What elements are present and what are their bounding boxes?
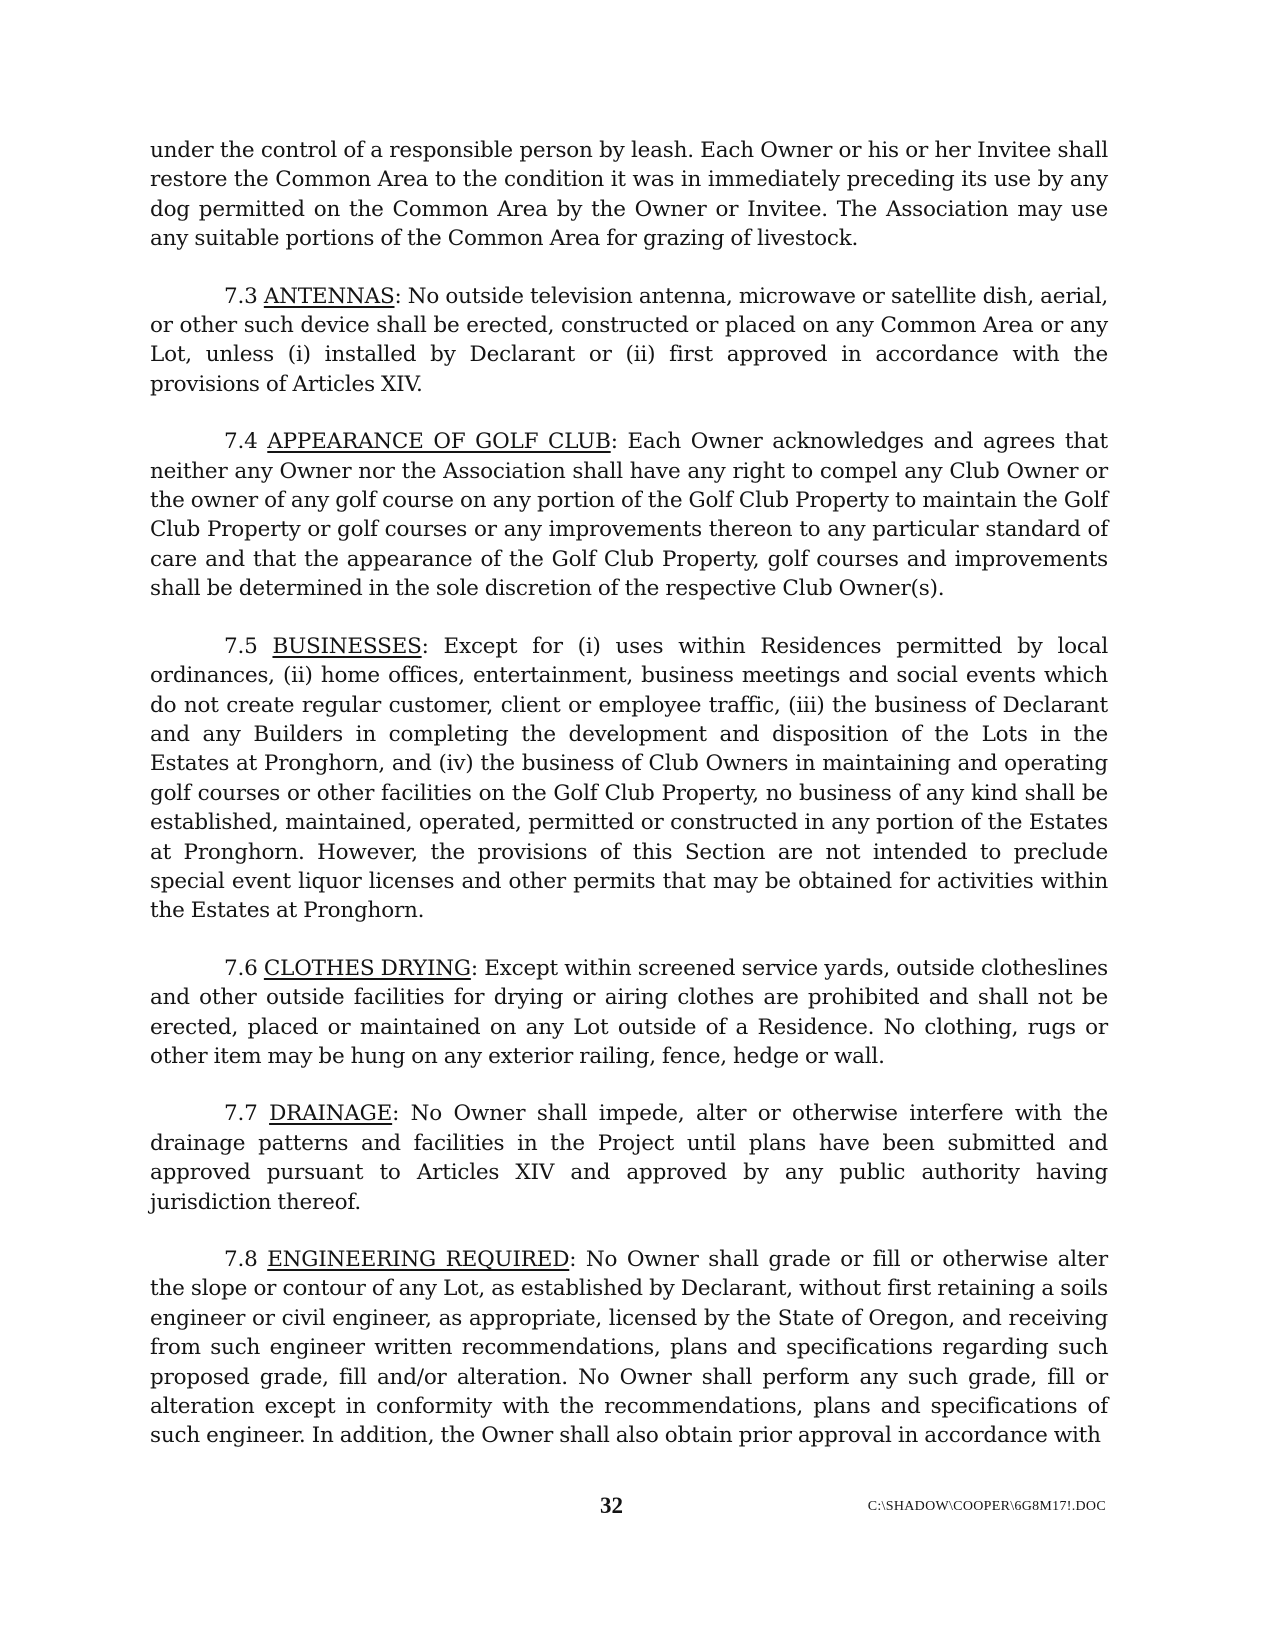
section-number: 7.5 — [224, 633, 258, 659]
section-text: No Owner shall grade or fill or otherwise alter the slope or contour of any Lot, as established by Declarant, without first retaining a soils engineer or civil engineer, as appropriate, licensed by the State of Oregon, and receiving from such engineer written recommendations, plans and specifications regarding such proposed grade, fill and/or alteration. No Owner shall perform any such grade, fill or alteration except in conformity with the recommendations, plans and specifications of such engineer. In addition, the Owner shall also obtain prior approval in accordance with — [150, 1247, 1109, 1449]
section-7-3-antennas — [150, 282, 1108, 400]
section-number: 7.8 — [224, 1247, 258, 1272]
file-path-footer: C:\SHADOW\COOPER\6G8M17!.DOC — [867, 1499, 1106, 1514]
section-7-6-clothes-drying — [150, 954, 1108, 1072]
section-heading: ENGINEERING REQUIRED — [267, 1247, 570, 1272]
section-7-8-engineering-required — [150, 1245, 1108, 1451]
paragraph-text: under the control of a responsible person by leash. Each Owner or his or her Invitee shall restore the Common Area to the condition it was in immediately preceding its use by any dog permitted on the Common Area by the Owner or Invitee. The Association may use any suitable portions of the Common Area for grazing of livestock. — [150, 138, 1108, 252]
section-heading: CLOTHES DRYING — [263, 955, 471, 981]
heading-colon: : — [569, 1247, 577, 1272]
section-7-7-drainage — [150, 1099, 1108, 1217]
heading-colon: : — [470, 955, 478, 981]
paragraph-continued — [150, 136, 1108, 254]
heading-colon: : — [610, 429, 618, 455]
section-text: No Owner shall impede, alter or otherwise interfere with the drainage patterns and facilities in the Project until plans have been submitted and approved pursuant to Articles XIV and approved by any public authority having jurisdiction thereof. — [150, 1101, 1108, 1215]
section-number: 7.6 — [224, 955, 258, 981]
section-number: 7.3 — [224, 283, 258, 309]
section-number: 7.7 — [224, 1101, 258, 1127]
section-heading: ANTENNAS — [263, 283, 395, 309]
section-7-5-businesses — [150, 632, 1108, 926]
section-7-4-appearance-of-golf-club — [150, 427, 1108, 603]
heading-colon: : — [421, 633, 429, 659]
section-heading: APPEARANCE OF GOLF CLUB — [267, 429, 611, 455]
section-number: 7.4 — [224, 429, 258, 455]
section-text: Each Owner acknowledges and agrees that neither any Owner nor the Association shall have any right to compel any Club Owner or the owner of any golf course on any portion of the Golf Club Property to maintain the Golf Club Property or golf courses or any improvements thereon to any particular standard of care and that the appearance of the Golf Club Property, golf courses and improvements shall be determined in the sole discretion of the respective Club Owner(s). — [150, 429, 1108, 602]
section-heading: DRAINAGE — [269, 1101, 393, 1127]
page-number: 32 — [600, 1493, 623, 1518]
section-text: Except for (i) uses within Residences permitted by local ordinances, (ii) home offices, entertainment, business meetings and social events which do not create regular customer, client or employee traffic, (iii) the business of Declarant and any Builders in completing the development and disposition of the Lots in the Estates at Pronghorn, and (iv) the business of Club Owners in maintaining and operating golf courses or other facilities on the Golf Club Property, no business of any kind shall be established, maintained, operated, permitted or constructed in any portion of the Estates at Pronghorn. However, the provisions of this Section are not intended to preclude special event liquor licenses and other permits that may be obtained for activities within the Estates at Pronghorn. — [150, 633, 1109, 924]
section-text: No outside television antenna, microwave or satellite dish, aerial, or other such device shall be erected, constructed or placed on any Common Area or any Lot, unless (i) installed by Declarant or (ii) first approved in accordance with the provisions of Articles XIV. — [150, 283, 1109, 397]
section-heading: BUSINESSES — [272, 633, 422, 659]
section-text: Except within screened service yards, outside clotheslines and other outside facilities for drying or airing clothes are prohibited and shall not be erected, placed or maintained on any Lot outside of a Residence. No clothing, rugs or other item may be hung on any exterior railing, fence, hedge or wall. — [150, 955, 1109, 1069]
heading-colon: : — [394, 283, 402, 309]
document-body — [150, 136, 1108, 1479]
heading-colon: : — [392, 1101, 400, 1127]
